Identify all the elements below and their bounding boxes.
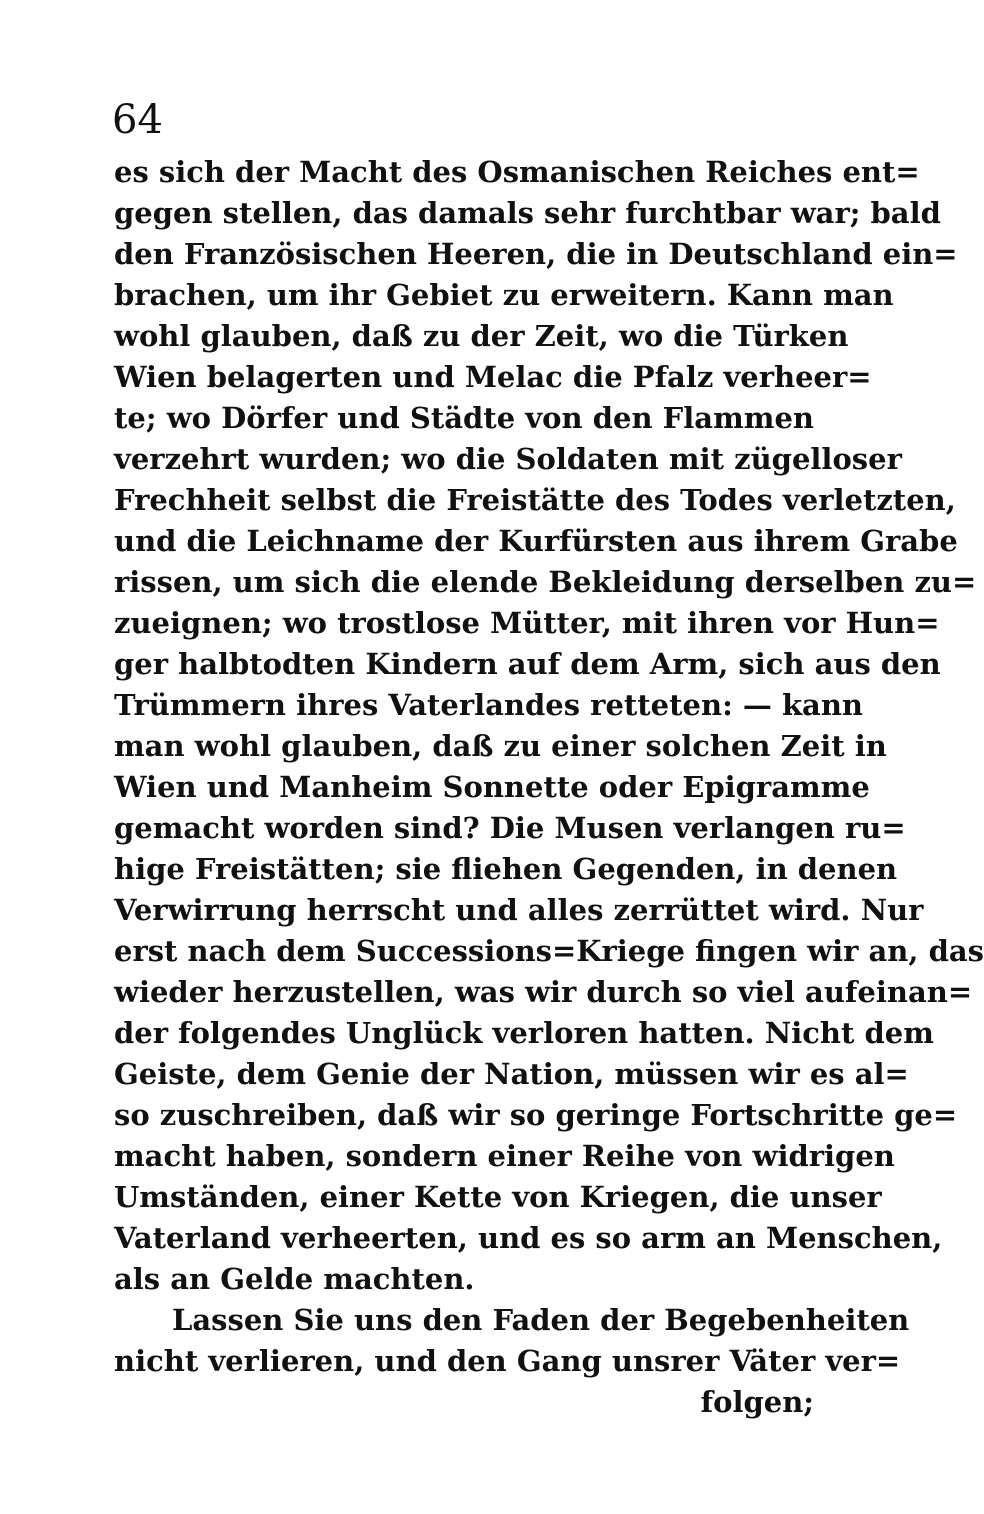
body-text <box>114 152 984 1423</box>
text-line: gemacht worden sind? Die Musen verlangen ru= <box>114 811 906 845</box>
text-line: Verwirrung herrscht und alles zerrüttet wird. Nur <box>114 893 924 927</box>
text-line: Wien und Manheim Sonnette oder Epigramme <box>114 770 870 804</box>
text-line: Frechheit selbst die Freistätte des Todes verletzten, <box>114 483 956 517</box>
text-line: als an Gelde machten. <box>114 1262 475 1296</box>
text-line: Geiste, dem Genie der Nation, müssen wir es al= <box>114 1057 909 1091</box>
page-number: 64 <box>112 97 163 143</box>
text-line: man wohl glauben, daß zu einer solchen Zeit in <box>114 729 887 763</box>
text-line: nicht verlieren, und den Gang unsrer Väter ver= <box>114 1344 901 1378</box>
text-line: zueignen; wo trostlose Mütter, mit ihren vor Hun= <box>114 606 940 640</box>
text-line: folgen; <box>700 1385 814 1419</box>
text-line: es sich der Macht des Osmanischen Reiches ent= <box>114 155 920 189</box>
text-line: gegen stellen, das damals sehr furchtbar war; bald <box>114 196 941 230</box>
text-line: der folgendes Unglück verloren hatten. Nicht dem <box>114 1016 934 1050</box>
text-line: Wien belagerten und Melac die Pfalz verheer= <box>114 360 872 394</box>
text-line: wohl glauben, daß zu der Zeit, wo die Türken <box>114 319 849 353</box>
text-line: erst nach dem Successions=Kriege fingen wir an, das <box>114 934 984 968</box>
text-line: rissen, um sich die elende Bekleidung derselben zu= <box>114 565 977 599</box>
text-line: wieder herzustellen, was wir durch so viel aufeinan= <box>114 975 973 1009</box>
text-line: den Französischen Heeren, die in Deutschland ein= <box>114 237 958 271</box>
text-line: Umständen, einer Kette von Kriegen, die unser <box>114 1180 882 1214</box>
text-line: und die Leichname der Kurfürsten aus ihrem Grabe <box>114 524 958 558</box>
text-line: ger halbtodten Kindern auf dem Arm, sich aus den <box>114 647 941 681</box>
text-line: hige Freistätten; sie fliehen Gegenden, in denen <box>114 852 898 886</box>
text-line: Vaterland verheerten, und es so arm an Menschen, <box>114 1221 943 1255</box>
text-line: Trümmern ihres Vaterlandes retteten: — kann <box>114 688 864 722</box>
text-line: verzehrt wurden; wo die Soldaten mit zügelloser <box>114 442 902 476</box>
text-line: Lassen Sie uns den Faden der Begebenheiten <box>172 1303 910 1337</box>
text-line: te; wo Dörfer und Städte von den Flammen <box>114 401 814 435</box>
text-line: so zuschreiben, daß wir so geringe Fortschritte ge= <box>114 1098 958 1132</box>
text-line: macht haben, sondern einer Reihe von widrigen <box>114 1139 895 1173</box>
text-line: brachen, um ihr Gebiet zu erweitern. Kann man <box>114 278 894 312</box>
